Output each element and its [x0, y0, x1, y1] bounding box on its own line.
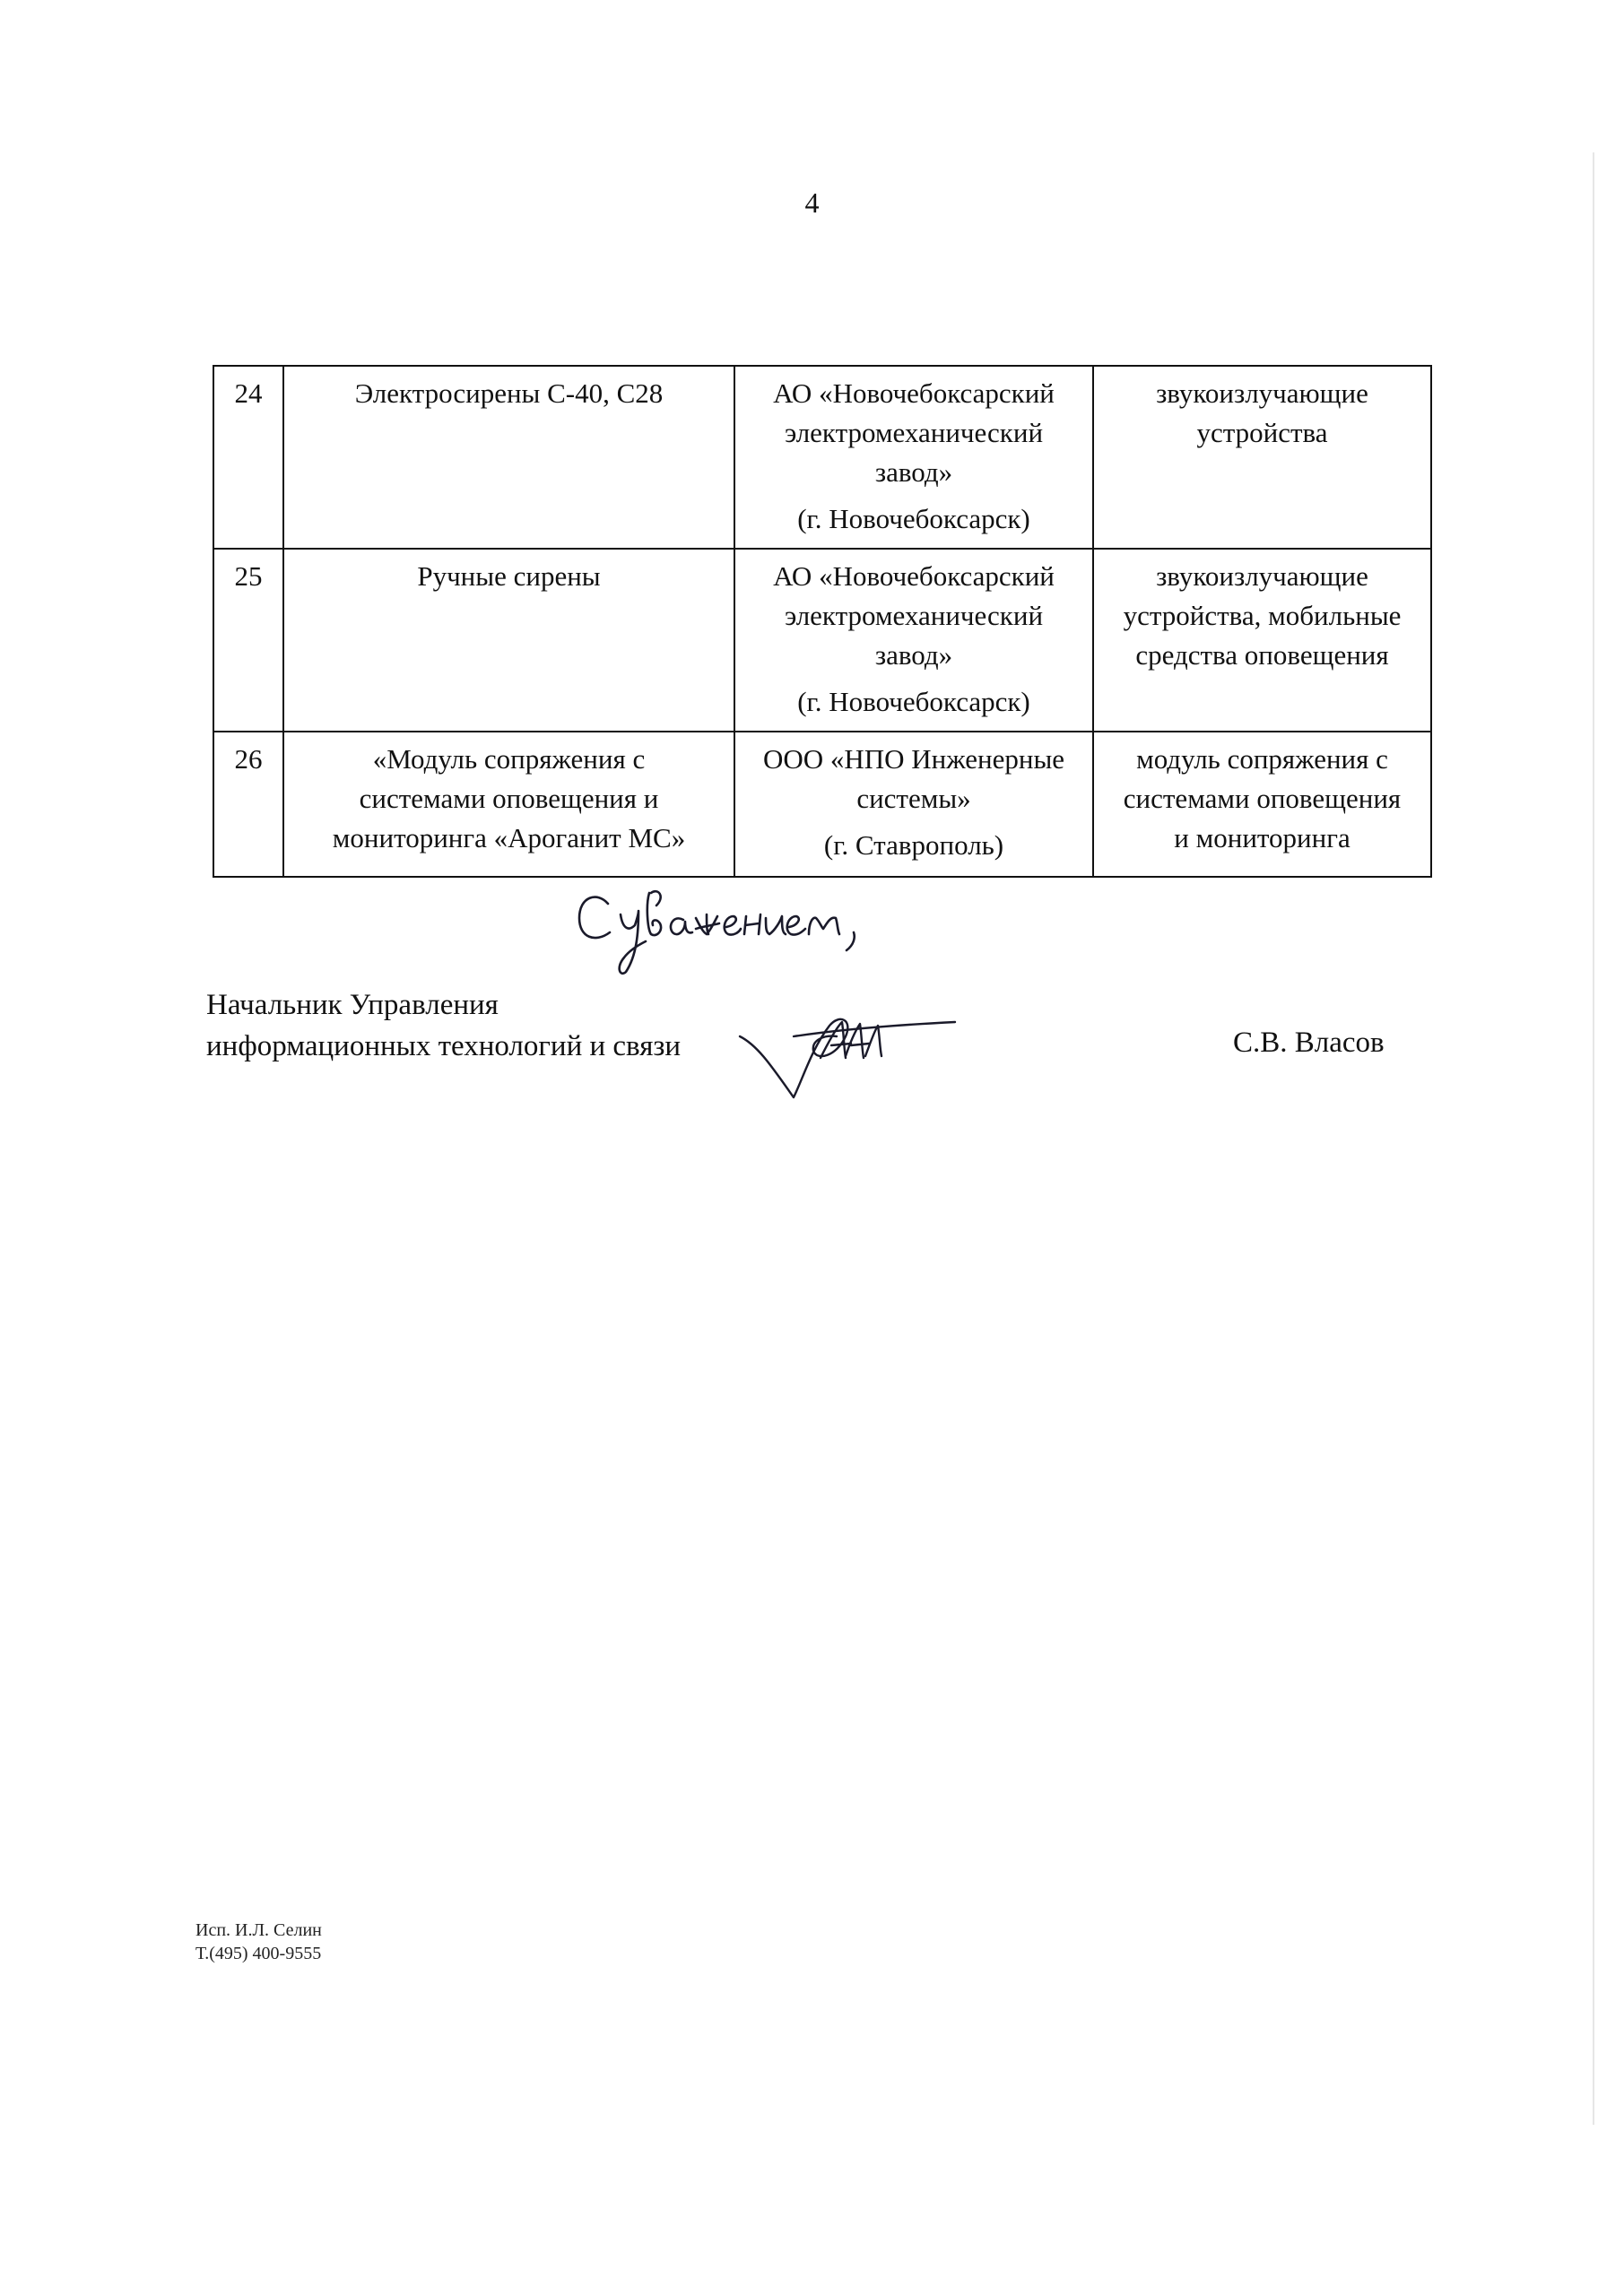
manufacturer	[734, 549, 1093, 732]
row-number: 26	[213, 732, 283, 877]
manufacturer-line: АО «Новочебоксарский	[773, 560, 1055, 592]
manufacturer-line: электромеханический	[784, 417, 1044, 448]
device-type	[1093, 732, 1431, 877]
executor-phone: Т.(495) 400-9555	[195, 1944, 322, 1963]
device-type-line: системами оповещения	[1123, 783, 1402, 814]
manufacturer-line: завод»	[874, 456, 953, 488]
manufacturer-line: завод»	[874, 639, 953, 671]
manufacturer	[734, 732, 1093, 877]
scan-edge-line	[1593, 152, 1594, 2125]
position-line: информационных технологий и связи	[206, 1030, 682, 1062]
device-type-line: средства оповещения	[1135, 639, 1389, 671]
manufacturer	[734, 366, 1093, 549]
signature	[731, 1004, 964, 1112]
device-type	[1093, 549, 1431, 732]
signatory-position	[206, 984, 681, 1067]
device-type-line: модуль сопряжения с	[1136, 743, 1388, 775]
product-name	[283, 549, 734, 732]
product-name-line: Электросирены С-40, С28	[354, 377, 664, 409]
executor-name: Исп. И.Л. Селин	[195, 1920, 322, 1940]
manufacturer-city: (г. Ставрополь)	[823, 829, 1004, 861]
row-number: 25	[213, 549, 283, 732]
handwritten-closing	[574, 879, 933, 977]
row-number: 24	[213, 366, 283, 549]
device-type-line: и мониторинга	[1174, 822, 1350, 853]
manufacturer-line: ООО «НПО Инженерные	[762, 743, 1065, 775]
product-name	[283, 366, 734, 549]
device-type	[1093, 366, 1431, 549]
product-name-line: мониторинга «Ароганит МС»	[332, 822, 686, 853]
product-name-line: системами оповещения и	[359, 783, 659, 814]
product-name-line: «Модуль сопряжения с	[372, 743, 646, 775]
device-type-line: звукоизлучающие	[1156, 377, 1368, 409]
manufacturer-city: (г. Новочебоксарск)	[797, 686, 1030, 717]
cell-spacer	[744, 675, 1083, 682]
cell-spacer	[744, 492, 1083, 499]
items-table	[213, 365, 1432, 878]
table-row	[213, 366, 1431, 549]
device-type-line: устройства	[1196, 417, 1328, 448]
manufacturer-line: АО «Новочебоксарский	[773, 377, 1055, 409]
table-row	[213, 732, 1431, 877]
page-number: 4	[804, 186, 820, 219]
product-name-line: Ручные сирены	[417, 560, 601, 592]
cell-spacer	[744, 819, 1083, 826]
device-type-line: устройства, мобильные	[1123, 600, 1402, 631]
manufacturer-line: системы»	[856, 783, 971, 814]
signatory-name: С.В. Власов	[1233, 1027, 1385, 1059]
product-name	[283, 732, 734, 877]
manufacturer-line: электромеханический	[784, 600, 1044, 631]
position-line: Начальник Управления	[206, 989, 499, 1021]
table-row	[213, 549, 1431, 732]
device-type-line: звукоизлучающие	[1156, 560, 1368, 592]
executor-info	[195, 1919, 322, 1965]
manufacturer-city: (г. Новочебоксарск)	[797, 503, 1030, 534]
